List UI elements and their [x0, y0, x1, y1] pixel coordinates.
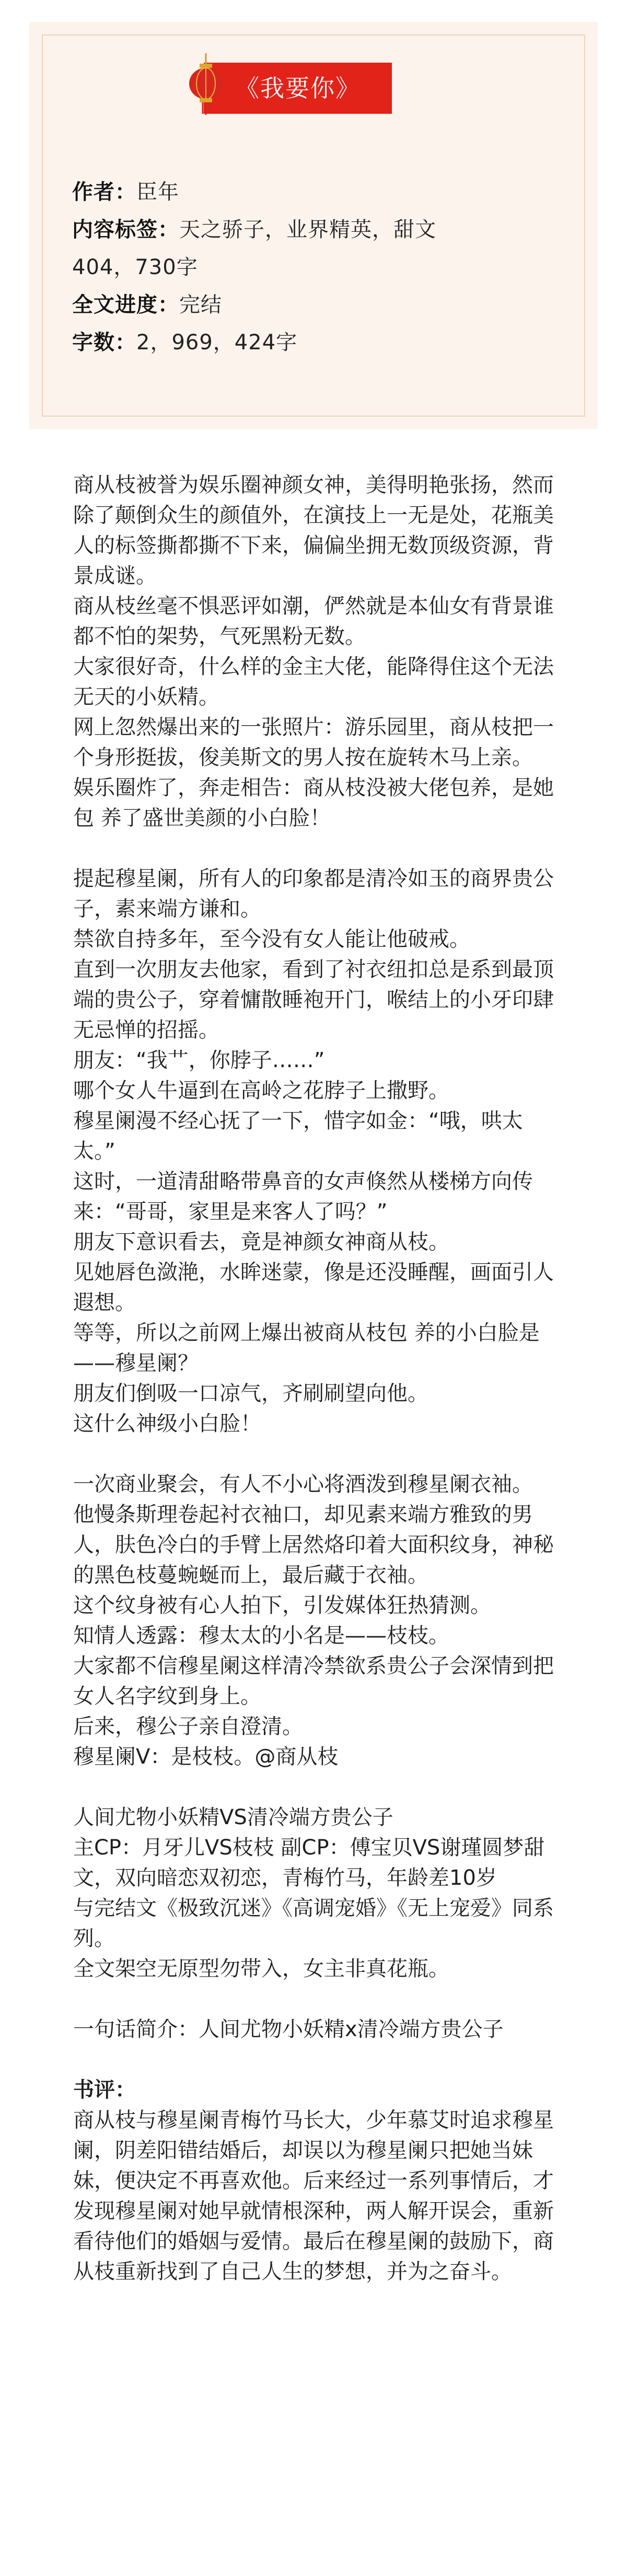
paragraph: 大家都不信穆星阑这样清冷禁欲系贵公子会深情到把女人名字纹到身上。 — [73, 1654, 554, 1708]
paragraph-spacer — [73, 1984, 554, 2014]
paragraph: 朋友们倒吸一口凉气，齐刷刷望向他。 — [73, 1381, 428, 1405]
meta-progress — [72, 286, 568, 324]
paragraph: 朋友下意识看去，竟是神颜女神商从枝。 — [73, 1230, 449, 1254]
book-title: 《我要你》 — [235, 74, 361, 102]
paragraph: 等等，所以之前网上爆出被商从枝包 养的小白脸是——穆星阑？ — [73, 1321, 540, 1375]
title-banner — [185, 53, 390, 116]
paragraph: 知情人透露：穆太太的小名是——枝枝。 — [73, 1624, 449, 1648]
meta-tags — [72, 211, 568, 249]
meta-key: 内容标签： — [72, 218, 179, 242]
meta-value: 天之骄子，业界精英，甜文 — [179, 218, 436, 242]
paragraph: 禁欲自持多年，至今没有女人能让他破戒。 — [73, 927, 470, 951]
paragraph: 娱乐圈炸了，奔走相告：商从枝没被大佬包养，是她包 养了盛世美颜的小白脸！ — [73, 776, 554, 830]
paragraph: 商从枝丝毫不惧恶评如潮，俨然就是本仙女有背景谁都不怕的架势，气死黑粉无数。 — [73, 594, 554, 648]
meta-word-count — [72, 324, 568, 361]
paragraph-spacer — [73, 1439, 554, 1469]
paragraph-spacer — [73, 2045, 554, 2075]
paragraph: 后来，穆公子亲自澄清。 — [73, 1715, 303, 1739]
paragraph: 与完结文《极致沉迷》《高调宠婚》《无上宠爱》同系列。 — [73, 1896, 554, 1951]
paragraph: 穆星阑漫不经心抚了一下，惜字如金：“哦，哄太太。” — [73, 1109, 523, 1163]
meta-key: 全文进度： — [72, 293, 179, 317]
book-info-card — [29, 22, 598, 429]
paragraph: 哪个女人牛逼到在高岭之花脖子上撒野。 — [73, 1079, 449, 1103]
paragraph: 全文架空无原型勿带入，女主非真花瓶。 — [73, 1957, 449, 1981]
meta-author — [72, 173, 568, 211]
paragraph: 人间尤物小妖精VS清冷端方贵公子 — [73, 1805, 393, 1829]
meta-value: 2，969，424字 — [136, 330, 298, 355]
paragraph: 朋友：“我艹，你脖子……” — [73, 1048, 325, 1072]
paragraph: 一次商业聚会，有人不小心将酒泼到穆星阑衣袖。 — [73, 1472, 533, 1496]
paragraph: 这什么神级小白脸！ — [73, 1412, 261, 1436]
paragraph-spacer — [73, 833, 554, 864]
meta-value: 404，730字 — [72, 255, 198, 279]
meta-value: 完结 — [179, 293, 222, 317]
paragraph: 穆星阑V：是枝枝。@商从枝 — [73, 1745, 339, 1769]
paragraph: 大家很好奇，什么样的金主大佬，能降得住这个无法无天的小妖精。 — [73, 655, 554, 709]
paragraph: 直到一次朋友去他家，看到了衬衣纽扣总是系到最顶端的贵公子，穿着慵散睡袍开门，喉结上的小牙印肆无忌惮的招摇。 — [73, 958, 554, 1042]
lantern-icon — [185, 53, 227, 116]
paragraph: 这时，一道清甜略带鼻音的女声倏然从楼梯方向传来：“哥哥，家里是来客人了吗？” — [73, 1169, 533, 1224]
meta-key: 作者： — [72, 180, 136, 204]
paragraph: 提起穆星阑，所有人的印象都是清冷如玉的商界贵公子，素来端方谦和。 — [73, 867, 554, 921]
paragraph: 网上忽然爆出来的一张照片：游乐园里，商从枝把一个身形挺拔，俊美斯文的男人按在旋转木马上亲。 — [73, 715, 554, 770]
paragraph: 这个纹身被有心人拍下，引发媒体狂热猜测。 — [73, 1593, 491, 1617]
paragraph: 他慢条斯理卷起衬衣袖口，却见素来端方雅致的男人，肤色冷白的手臂上居然烙印着大面积纹身，神秘的黑色枝蔓蜿蜒而上，最后藏于衣袖。 — [73, 1503, 554, 1587]
meta-tags-continued — [72, 249, 568, 286]
meta-value: 臣年 — [136, 180, 179, 204]
paragraph-spacer — [73, 1772, 554, 1802]
paragraph: 一句话简介：人间尤物小妖精x清冷端方贵公子 — [73, 2017, 504, 2041]
paragraph: 商从枝被誉为娱乐圈神颜女神，美得明艳张扬，然而除了颠倒众生的颜值外，在演技上一无是处，花瓶美人的标签撕都撕不下来，偏偏坐拥无数顶级资源，背景成谜。 — [73, 473, 554, 588]
paragraph: 主CP：月牙儿VS枝枝 副CP：傅宝贝VS谢瑾圆梦甜文，双向暗恋双初恋，青梅竹马，年龄差10岁 — [73, 1836, 545, 1890]
paragraph: 商从枝与穆星阑青梅竹马长大，少年慕艾时追求穆星阑，阴差阳错结婚后，却误以为穆星阑只把她当妹妹，便决定不再喜欢他。后来经过一系列事情后，才发现穆星阑对她早就情根深种，两人解开误会，重新看待他们的婚姻与爱情。最后在穆星阑的鼓励下，商从枝重新找到了自己人生的梦想，并为之奋斗。 — [73, 2108, 554, 2284]
review-heading: 书评： — [73, 2078, 136, 2102]
paragraph: 见她唇色潋滟，水眸迷蒙，像是还没睡醒，画面引人遐想。 — [73, 1260, 554, 1315]
book-meta — [72, 173, 568, 361]
meta-key: 字数： — [72, 330, 136, 355]
synopsis-text — [73, 470, 554, 2287]
